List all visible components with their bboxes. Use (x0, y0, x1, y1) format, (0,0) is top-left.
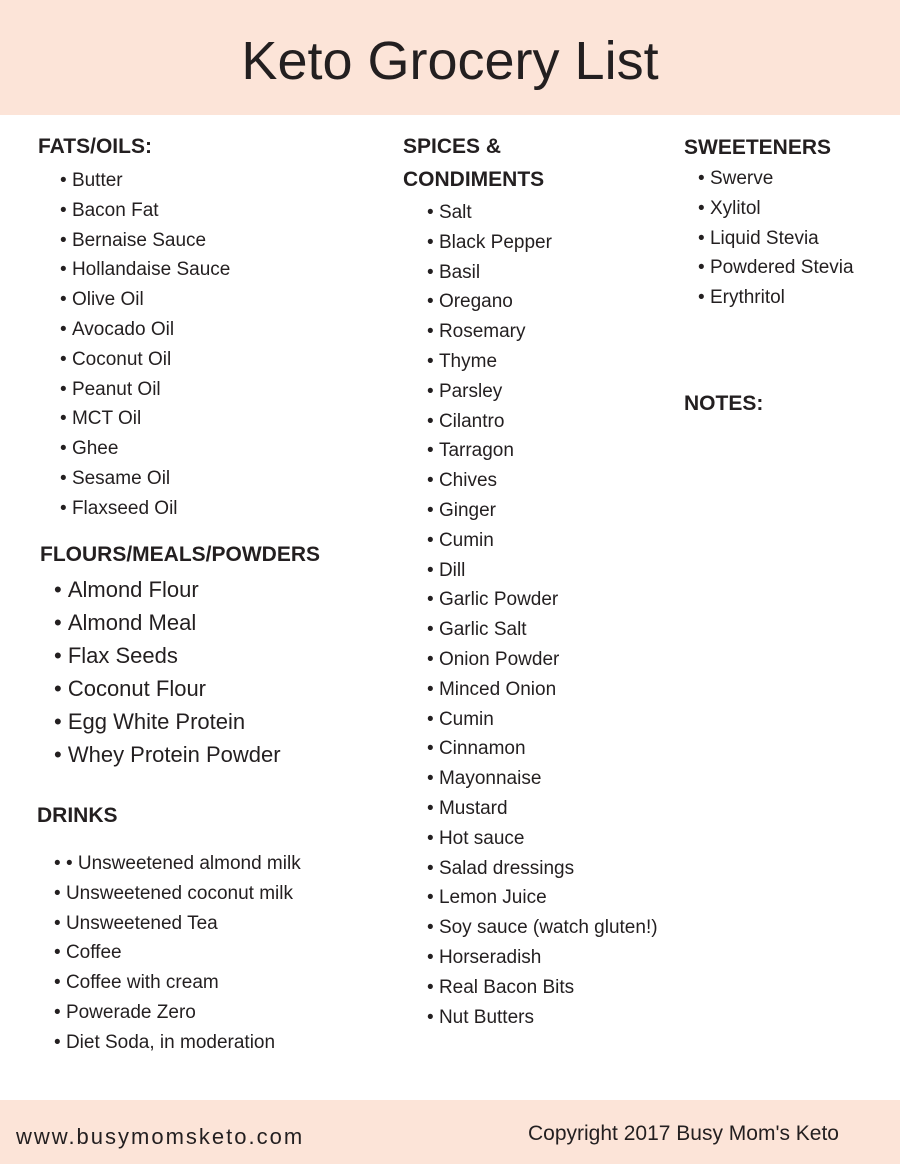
list-item: • Flaxseed Oil (60, 494, 230, 524)
list-item: • Tarragon (427, 436, 658, 466)
flours-list (54, 573, 281, 771)
list-item: • Garlic Powder (427, 585, 658, 615)
list-item: • Swerve (698, 164, 854, 194)
list-item: • Almond Meal (54, 606, 281, 639)
sweeteners-heading: SWEETENERS (684, 136, 832, 159)
list-item: • Peanut Oil (60, 375, 230, 405)
list-item: • Hot sauce (427, 824, 658, 854)
list-item: • Erythritol (698, 283, 854, 313)
list-item: • Rosemary (427, 317, 658, 347)
list-item: • Bacon Fat (60, 196, 230, 226)
list-item: • Cumin (427, 526, 658, 556)
fats-oils-list (60, 166, 230, 524)
list-item: • Thyme (427, 347, 658, 377)
list-item: • Oregano (427, 287, 658, 317)
list-item: • Basil (427, 258, 658, 288)
spices-list (427, 198, 658, 1032)
list-item: • Black Pepper (427, 228, 658, 258)
list-item: • Salad dressings (427, 854, 658, 884)
list-item: • Unsweetened Tea (54, 909, 301, 939)
list-item: • Ginger (427, 496, 658, 526)
list-item: • Powdered Stevia (698, 253, 854, 283)
list-item: • Cumin (427, 705, 658, 735)
list-item: • Cilantro (427, 407, 658, 437)
list-item: • Garlic Salt (427, 615, 658, 645)
list-item: • Coconut Flour (54, 672, 281, 705)
list-item: • Powerade Zero (54, 998, 301, 1028)
list-item: • Almond Flour (54, 573, 281, 606)
sweeteners-list (698, 164, 854, 313)
list-item: • Liquid Stevia (698, 224, 854, 254)
list-item: • Sesame Oil (60, 464, 230, 494)
list-item: • Avocado Oil (60, 315, 230, 345)
flours-heading: FLOURS/MEALS/POWDERS (40, 543, 321, 566)
spices-heading-line2: CONDIMENTS (403, 168, 545, 191)
list-item: • Dill (427, 556, 658, 586)
spices-heading-line1: SPICES & (403, 135, 502, 158)
page-title: Keto Grocery List (241, 31, 659, 91)
list-item: • Xylitol (698, 194, 854, 224)
list-item: • Diet Soda, in moderation (54, 1028, 301, 1058)
list-item: • Real Bacon Bits (427, 973, 658, 1003)
list-item: • Parsley (427, 377, 658, 407)
list-item: • MCT Oil (60, 404, 230, 434)
list-item: • Coconut Oil (60, 345, 230, 375)
list-item: • Onion Powder (427, 645, 658, 675)
list-item: • Soy sauce (watch gluten!) (427, 913, 658, 943)
list-item: • Flax Seeds (54, 639, 281, 672)
fats-oils-heading: FATS/OILS: (38, 135, 152, 158)
list-item: • Coffee (54, 938, 301, 968)
copyright-text: Copyright 2017 Busy Mom's Keto (528, 1122, 839, 1145)
list-item: • Minced Onion (427, 675, 658, 705)
list-item: • Mayonnaise (427, 764, 658, 794)
website-url: www.busymomsketo.com (16, 1124, 305, 1149)
list-item: • Coffee with cream (54, 968, 301, 998)
list-item: • • Unsweetened almond milk (54, 849, 301, 879)
list-item: • Egg White Protein (54, 705, 281, 738)
list-item: • Salt (427, 198, 658, 228)
list-item: • Olive Oil (60, 285, 230, 315)
notes-heading: NOTES: (684, 392, 764, 415)
list-item: • Chives (427, 466, 658, 496)
list-item: • Hollandaise Sauce (60, 255, 230, 285)
drinks-heading: DRINKS (37, 804, 118, 827)
list-item: • Cinnamon (427, 734, 658, 764)
list-item: • Bernaise Sauce (60, 226, 230, 256)
list-item: • Mustard (427, 794, 658, 824)
list-item: • Lemon Juice (427, 883, 658, 913)
drinks-list (54, 849, 301, 1058)
list-item: • Horseradish (427, 943, 658, 973)
list-item: • Butter (60, 166, 230, 196)
list-item: • Unsweetened coconut milk (54, 879, 301, 909)
list-item: • Whey Protein Powder (54, 738, 281, 771)
list-item: • Ghee (60, 434, 230, 464)
list-item: • Nut Butters (427, 1003, 658, 1033)
